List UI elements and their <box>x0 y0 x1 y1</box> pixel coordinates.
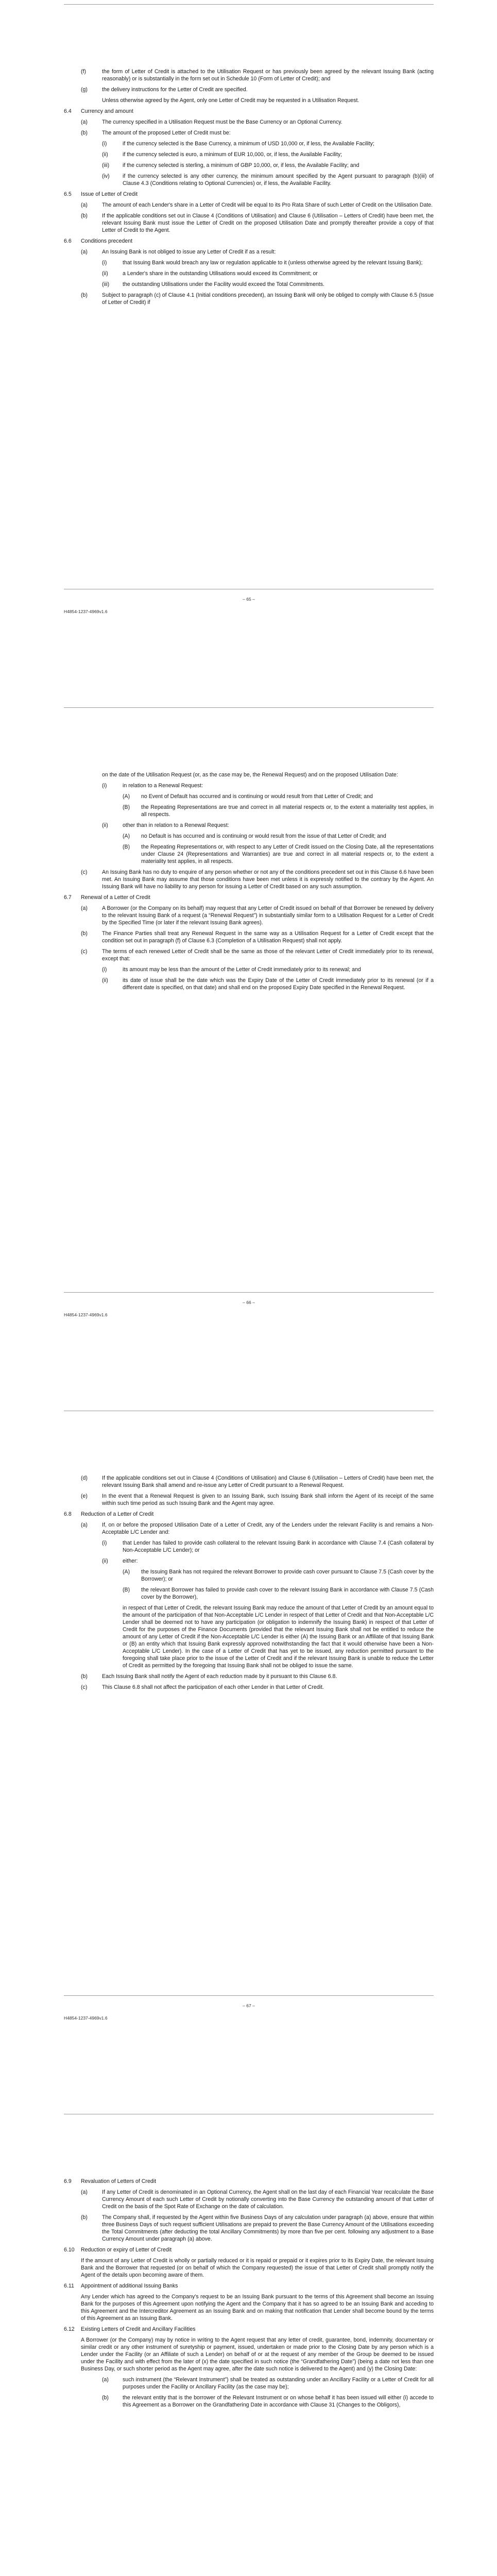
clause-number: (B) <box>123 844 130 850</box>
page-number: – 67 – <box>243 2003 255 2008</box>
clause-number: 6.4 <box>64 108 72 114</box>
clause-paragraph <box>64 771 434 778</box>
document-reference: H4854-1237-4969v1.6 <box>64 1312 108 1317</box>
clause-paragraph <box>64 822 434 829</box>
clause-title: Reduction or expiry of Letter of Credit <box>81 2247 172 2253</box>
clause-paragraph <box>64 1557 434 1565</box>
clause-title: Existing Letters of Credit and Ancillary Facilities <box>81 2326 196 2332</box>
clause-number: (a) <box>102 2377 109 2383</box>
clause-number: (B) <box>123 1587 130 1593</box>
clause-number: (i) <box>102 1540 107 1546</box>
clause-paragraph <box>64 1521 434 1536</box>
clause-paragraph <box>64 248 434 256</box>
clause-heading <box>64 238 434 245</box>
clause-text: the delivery instructions for the Letter of Credit are specified. <box>102 87 248 93</box>
clause-text: the relevant entity that is the borrower of the Relevant Instrument or on whose behalf it has been issued will either (i) accede to this Agreement as a Borrower on the Grandfathering Date in accordance with Clause 31 (Changes to the Obligors), <box>123 2395 434 2408</box>
clause-title: Appointment of additional Issuing Banks <box>81 2283 178 2289</box>
clause-paragraph <box>64 129 434 137</box>
clause-title: Conditions precedent <box>81 238 133 244</box>
clause-text: A Borrower (or the Company) may by notice in writing to the Agent request that any letter of credit, guarantee, bond, indemnity, documentary or similar credit or any other instrument of suretyship or payment, issued, undertaken or made prior to the Closing Date by any person which is a Lender under the Facility (or an Affiliate of such a Lender) on behalf of or at the request of any member of the Group be deemed to be issued under the Facility and with effect from the later of (x) the date specified in such notice (the “Grandfathering Date”) (being a date not less than one Business Day, or such shorter period as the Agent may agree, after the date such notice is delivered to the Agent) and (y) the Closing Date: <box>81 2337 434 2372</box>
clause-number: (i) <box>102 783 107 789</box>
clause-number: (b) <box>81 130 88 136</box>
page-body <box>64 68 434 310</box>
page-number: – 66 – <box>243 1300 255 1305</box>
clause-number: (a) <box>81 905 88 911</box>
clause-number: (e) <box>81 1493 88 1499</box>
clause-text: The amount of the proposed Letter of Credit must be: <box>102 130 231 136</box>
clause-number: (ii) <box>102 270 108 277</box>
clause-text: in respect of that Letter of Credit, the relevant Issuing Bank may reduce the amount of that Letter of Credit by an amount equal to the amount of the participation of that Non-Acceptable L/C Lender in respect of that Letter of Credit and that Non-Acceptable L/C Lender shall be deemed not to have any participation (or obligation to indemnify the Issuing Bank) in respect of that Letter of Credit for the purposes of the Finance Documents (provided that the relevant Issuing Bank shall not be entitled to reduce the amount of any Letter of Credit if the Non-Acceptable L/C Lender is either (A) the Issuing Bank or an Affiliate of that Issuing Bank or (B) an entity which that Issuing Bank expressly approved notwithstanding the fact that it would otherwise have been a Non-Acceptable L/C Lender). In the case of a Letter of Credit that has yet to be issued, any reduction permitted pursuant to the foregoing shall take place prior to the issue of the Letter of Credit and if the relevant Issuing Bank is unable to reduce the Letter of Credit as permitted by the foregoing that Issuing Bank shall not be obliged to issue the same. <box>123 1605 434 1669</box>
clause-title: Currency and amount <box>81 108 133 114</box>
clause-number: (ii) <box>102 151 108 158</box>
clause-paragraph <box>64 1586 434 1601</box>
clause-text: Unless otherwise agreed by the Agent, only one Letter of Credit may be requested in a Utilisation Request. <box>102 97 359 104</box>
clause-text: If the applicable conditions set out in Clause 4 (Conditions of Utilisation) and Clause 6 (Utilisation – Letters of Credit) have been met, the relevant Issuing Bank must issue the Letter of Credit on the proposed Utilisation Date and promptly thereafter provide a copy of that Letter of Credit to the Agent. <box>102 213 434 233</box>
clause-number: (B) <box>123 804 130 810</box>
clause-number: 6.10 <box>64 2247 75 2253</box>
clause-number: (b) <box>81 292 88 298</box>
clause-paragraph <box>64 212 434 234</box>
page-top-rule <box>64 4 434 5</box>
clause-paragraph <box>64 1673 434 1680</box>
clause-paragraph <box>64 2394 434 2409</box>
clause-number: (g) <box>81 87 88 93</box>
clause-paragraph <box>64 68 434 82</box>
clause-title: Issue of Letter of Credit <box>81 191 138 197</box>
clause-number: 6.6 <box>64 238 72 244</box>
clause-text: if the currency selected is the Base Currency, a minimum of USD 10,000 or, if less, the Available Facility; <box>123 141 374 147</box>
clause-paragraph <box>64 782 434 789</box>
clause-text: on the date of the Utilisation Request (or, as the case may be, the Renewal Request) and on the proposed Utilisation Date: <box>102 772 398 778</box>
clause-number: (a) <box>81 2189 88 2195</box>
clause-paragraph <box>64 1493 434 1507</box>
clause-text: other than in relation to a Renewal Request: <box>123 822 229 828</box>
clause-number: (b) <box>81 213 88 219</box>
clause-text: Subject to paragraph (c) of Clause 4.1 (Initial conditions precedent), an Issuing Bank will only be obliged to comply with Clause 6.5 (Issue of Letter of Credit) if <box>102 292 434 306</box>
clause-text: if the currency selected is any other currency, the minimum amount specified by the Agent pursuant to paragraph (b)(iii) of Clause 4.3 (Conditions relating to Optional Currencies) or, if less, the Available Facility. <box>123 173 434 187</box>
clause-text: If the amount of any Letter of Credit is wholly or partially reduced or it is repaid or prepaid or it expires prior to its Expiry Date, the relevant Issuing Bank and the Borrower that requested (or on behalf of which the Company requested) the issue of that Letter of Credit shall promptly notify the Agent of the details upon becoming aware of them. <box>81 2258 434 2278</box>
clause-paragraph <box>64 2293 434 2322</box>
clause-number: (c) <box>81 1684 88 1690</box>
clause-paragraph <box>64 118 434 126</box>
clause-paragraph <box>64 270 434 277</box>
clause-paragraph <box>64 905 434 926</box>
page-body <box>64 2178 434 2412</box>
page-68 <box>0 2110 497 2576</box>
document-reference: H4854-1237-4969v1.6 <box>64 2015 108 2021</box>
clause-paragraph <box>64 97 434 104</box>
clause-paragraph <box>64 173 434 187</box>
clause-paragraph <box>64 1684 434 1691</box>
clause-number: (iii) <box>102 162 110 168</box>
clause-text: the outstanding Utilisations under the Facility would exceed the Total Commitments. <box>123 281 324 287</box>
clause-paragraph <box>64 930 434 944</box>
clause-number: (b) <box>81 2214 88 2221</box>
clause-heading <box>64 2246 434 2253</box>
page-top-rule <box>64 707 434 708</box>
clause-text: The amount of each Lender's share in a Letter of Credit will be equal to its Pro Rata Share of such Letter of Credit on the Utilisation Date. <box>102 202 433 208</box>
clause-number: (iii) <box>102 281 110 287</box>
clause-paragraph <box>64 2257 434 2279</box>
clause-text: the Repeating Representations or, with respect to any Letter of Credit issued on the Closing Date, all the representations under Clause 24 (Representations and Warranties) are true and correct in all material respects or, to the extent a materiality test applies, in all respects. <box>141 844 434 865</box>
clause-paragraph <box>64 2376 434 2391</box>
clause-number: (c) <box>81 869 88 875</box>
clause-number: (b) <box>81 1673 88 1680</box>
clause-number: (ii) <box>102 822 108 828</box>
clause-heading <box>64 894 434 901</box>
clause-number: 6.5 <box>64 191 72 197</box>
clause-paragraph <box>64 1475 434 1489</box>
clause-heading <box>64 2326 434 2333</box>
clause-number: (A) <box>123 1569 130 1575</box>
clause-title: Renewal of a Letter of Credit <box>81 894 150 901</box>
clause-text: A Borrower (or the Company on its behalf) may request that any Letter of Credit issued on behalf of that Borrower be renewed by delivery to the relevant Issuing Bank of a request (a “Renewal Request”) in substantially similar form to a Utilisation Request for a Letter of Credit by the Specified Time (or later if the relevant Issuing Bank agrees). <box>102 905 434 926</box>
clause-heading <box>64 2178 434 2185</box>
clause-text: This Clause 6.8 shall not affect the participation of each other Lender in that Letter of Credit. <box>102 1684 324 1690</box>
clause-text: if the currency selected is euro, a minimum of EUR 10,000, or, if less, the Available Facility; <box>123 151 342 158</box>
clause-number: 6.12 <box>64 2326 75 2332</box>
clause-number: (A) <box>123 833 130 839</box>
clause-paragraph <box>64 869 434 890</box>
clause-heading <box>64 108 434 115</box>
clause-number: (iv) <box>102 173 110 179</box>
clause-number: (b) <box>102 2395 109 2401</box>
clause-text: if the currency selected is sterling, a minimum of GBP 10,000, or, if less, the Available Facility; and <box>123 162 359 168</box>
clause-number: (a) <box>81 202 88 208</box>
page-body <box>64 771 434 995</box>
clause-paragraph <box>64 2214 434 2243</box>
page-65 <box>0 0 497 703</box>
clause-text: that Lender has failed to provide cash collateral to the relevant Issuing Bank in accordance with Clause 7.4 (Cash collateral by Non-Acceptable L/C Lender); or <box>123 1540 434 1553</box>
clause-text: its amount may be less than the amount of the Letter of Credit immediately prior to its renewal; and <box>123 967 361 973</box>
clause-text: If, on or before the proposed Utilisation Date of a Letter of Credit, any of the Lenders under the relevant Facility is and remains a Non-Acceptable L/C Lender and: <box>102 1522 434 1535</box>
clause-heading <box>64 1511 434 1518</box>
clause-text: a Lender's share in the outstanding Utilisations would exceed its Commitment; or <box>123 270 318 277</box>
clause-paragraph <box>64 977 434 991</box>
clause-text: in relation to a Renewal Request: <box>123 783 203 789</box>
clause-heading <box>64 191 434 198</box>
clause-paragraph <box>64 1568 434 1583</box>
clause-text: that Issuing Bank would breach any law or regulation applicable to it (unless otherwise agreed by the relevant Issuing Bank); <box>123 260 423 266</box>
clause-text: the relevant Borrower has failed to provide cash cover to the relevant Issuing Bank in accordance with Clause 7.5 (Cash cover by the Borrower), <box>141 1587 434 1600</box>
clause-text: Each Issuing Bank shall notify the Agent of each reduction made by it pursuant to this Clause 6.8. <box>102 1673 337 1680</box>
clause-text: If the applicable conditions set out in Clause 4 (Conditions of Utilisation) and Clause 6 (Utilisation – Letters of Credit) have been met, the relevant Issuing Bank shall amend and re-issue any Letter of Credit pursuant to a Renewal Request. <box>102 1475 434 1488</box>
clause-text: The currency specified in a Utilisation Request must be the Base Currency or an Optional Currency. <box>102 119 342 125</box>
clause-paragraph <box>64 804 434 818</box>
clause-text: In the event that a Renewal Request is given to an Issuing Bank, such Issuing Bank shall inform the Agent of its receipt of the same within such time period as such Issuing Bank and the Agent may agree. <box>102 1493 434 1506</box>
page-number: – 65 – <box>243 597 255 602</box>
clause-paragraph <box>64 966 434 973</box>
clause-paragraph <box>64 86 434 93</box>
clause-text: such instrument (the “Relevant Instrument”) shall be treated as outstanding under an Ancillary Facility or a Letter of Credit for all purposes under the Facility or Ancillary Facility (as the case may be); <box>123 2377 434 2390</box>
clause-number: (c) <box>81 948 88 955</box>
page-bottom-rule <box>64 1292 434 1293</box>
clause-paragraph <box>64 1604 434 1669</box>
page-66 <box>0 703 497 1406</box>
clause-text: Any Lender which has agreed to the Company's request to be an Issuing Bank pursuant to the terms of this Agreement shall become an Issuing Bank for the purposes of this Agreement upon notifying the Agent and the Company that it has so agreed to be an Issuing Bank and acceding to this Agreement and the Intercreditor Agreement as an Issuing Bank and on making that notification that Lender shall become bound by the terms of this Agreement as an Issuing Bank. <box>81 2294 434 2321</box>
clause-number: (f) <box>81 69 86 75</box>
clause-paragraph <box>64 140 434 147</box>
page-67 <box>0 1406 497 2110</box>
clause-title: Revaluation of Letters of Credit <box>81 2178 157 2184</box>
clause-text: no Default is has occurred and is continuing or would result from the issue of that Letter of Credit; and <box>141 833 386 839</box>
clause-paragraph <box>64 948 434 962</box>
clause-text: no Event of Default has occurred and is continuing or would result from that Letter of Credit; and <box>141 793 373 800</box>
page-body <box>64 1475 434 1694</box>
clause-text: An Issuing Bank has no duty to enquire of any person whether or not any of the conditions precedent set out in this Clause 6.6 have been met. An Issuing Bank may assume that those conditions have been met unless it is expressly notified to the contrary by the Agent. An Issuing Bank will have no liability to any person for issuing a Letter of Credit based on any such assumption. <box>102 869 434 890</box>
clause-number: (i) <box>102 967 107 973</box>
clause-number: (d) <box>81 1475 88 1481</box>
clause-text: The Company shall, if requested by the Agent within five Business Days of any calculation under paragraph (a) above, ensure that within three Business Days of such request sufficient Utilisations are prepaid to prevent the Base Currency Amount of the Utilisations exceeding the Total Commitments (after deducting the total Ancillary Commitments) by more than five per cent. following any adjustment to a Base Currency Amount under paragraph (a) above. <box>102 2214 434 2242</box>
clause-number: (a) <box>81 119 88 125</box>
clause-paragraph <box>64 1539 434 1554</box>
clause-paragraph <box>64 201 434 209</box>
clause-heading <box>64 2282 434 2290</box>
clause-number: (a) <box>81 249 88 255</box>
clause-paragraph <box>64 2189 434 2210</box>
clause-number: (b) <box>81 930 88 937</box>
clause-number: (ii) <box>102 977 108 984</box>
clause-paragraph <box>64 843 434 865</box>
clause-number: 6.9 <box>64 2178 72 2184</box>
clause-number: (i) <box>102 260 107 266</box>
clause-paragraph <box>64 2336 434 2372</box>
clause-title: Reduction of a Letter of Credit <box>81 1511 154 1517</box>
clause-number: 6.11 <box>64 2283 74 2289</box>
clause-paragraph <box>64 151 434 158</box>
clause-number: 6.8 <box>64 1511 72 1517</box>
clause-paragraph <box>64 833 434 840</box>
clause-text: The terms of each renewed Letter of Credit shall be the same as those of the relevant Letter of Credit immediately prior to its renewal, except that: <box>102 948 434 962</box>
document-reference: H4854-1237-4969v1.6 <box>64 609 108 614</box>
clause-paragraph <box>64 259 434 266</box>
clause-text: If any Letter of Credit is denominated in an Optional Currency, the Agent shall on the last day of each Financial Year recalculate the Base Currency Amount of each such Letter of Credit by notionally converting into the Base Currency the outstanding amount of that Letter of Credit on the basis of the Spot Rate of Exchange on the date of calculation. <box>102 2189 434 2210</box>
clause-paragraph <box>64 162 434 169</box>
clause-number: (i) <box>102 141 107 147</box>
clause-number: (A) <box>123 793 130 800</box>
clause-text: its date of issue shall be the date which was the Expiry Date of the Letter of Credit immediately prior to its renewal (or if a different date is specified, on that date) and shall end on the proposed Expiry Date specified in the Renewal Request. <box>123 977 434 991</box>
clause-text: the Repeating Representations are true and correct in all material respects or, to the extent a materiality test applies, in all respects. <box>141 804 434 818</box>
clause-number: (ii) <box>102 1558 108 1564</box>
clause-text: The Finance Parties shall treat any Renewal Request in the same way as a Utilisation Request for a Letter of Credit except that the condition set out in paragraph (f) of Clause 6.3 (Completion of a Utilisation Request) shall not apply. <box>102 930 434 944</box>
clause-text: An Issuing Bank is not obliged to issue any Letter of Credit if as a result: <box>102 249 276 255</box>
clause-number: 6.7 <box>64 894 72 901</box>
clause-text: the Issuing Bank has not required the relevant Borrower to provide cash cover pursuant to Clause 7.5 (Cash cover by the Borrower); or <box>141 1569 434 1582</box>
page-bottom-rule <box>64 1995 434 1996</box>
clause-text: either: <box>123 1558 138 1564</box>
clause-paragraph <box>64 793 434 800</box>
clause-number: (a) <box>81 1522 88 1528</box>
clause-paragraph <box>64 292 434 306</box>
clause-text: the form of Letter of Credit is attached to the Utilisation Request or has previously been agreed by the relevant Issuing Bank (acting reasonably) or is substantially in the form set out in Schedule 10 (Form of Letter of Credit); and <box>102 69 434 82</box>
clause-paragraph <box>64 281 434 288</box>
